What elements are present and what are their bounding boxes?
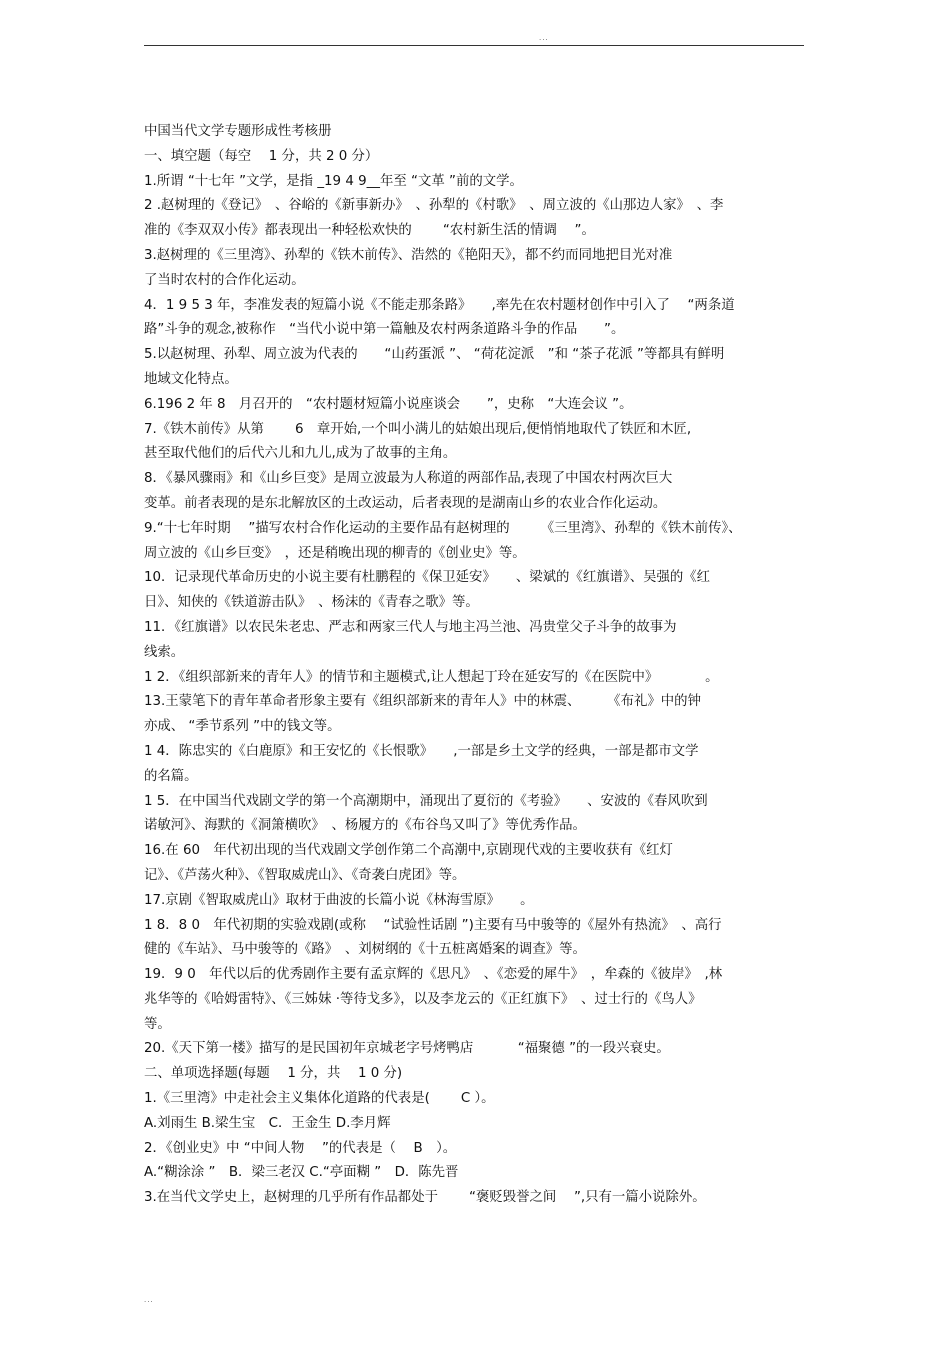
- text-line: 1 5．在中国当代戏剧文学的第一个高潮期中，涌现出了夏衍的《考验》 、安波的《春风吹到: [144, 793, 708, 809]
- text-line: 20.《天下第一楼》描写的是民国初年京城老字号烤鸭店 “福聚德 ”的一段兴衰史。: [144, 1041, 670, 1057]
- text-line: 变革。前者表现的是东北解放区的土改运动，后者表现的是湖南山乡的农业合作化运动。: [144, 495, 667, 511]
- section-heading-fill-blank: 一、填空题（每空 1 分，共 2 0 分）: [144, 148, 379, 164]
- answer-options: A.“糊涂涂 ” B．梁三老汉 C.“亭面糊 ” D．陈先晋: [144, 1165, 459, 1181]
- text-line: 4．1 9 5 3 年，李准发表的短篇小说《不能走那条路》 ,率先在农村题材创作中引入了 “两条道: [144, 297, 735, 313]
- text-line: 的名篇。: [144, 768, 198, 784]
- text-line: 了当时农村的合作化运动。: [144, 272, 305, 288]
- text-line: 17.京剧《智取威虎山》取材于曲波的长篇小说《林海雪原》 。: [144, 892, 534, 908]
- text-line: 1 4．陈忠实的《白鹿原》和王安忆的《长恨歌》 ,一部是乡土文学的经典，一部是都市文学: [144, 743, 699, 759]
- section-heading-single-choice: 二、单项选择题(每题 1 分，共 1 0 分): [144, 1066, 403, 1082]
- text-line: 兆华等的《哈姆雷特》、《三姊妹 ·等待戈多》，以及李龙云的《正红旗下》 、过士行的《鸟人》: [144, 991, 702, 1007]
- answer-options: A.刘雨生 B.梁生宝 C．王金生 D.李月辉: [144, 1115, 391, 1131]
- text-line: 13.王蒙笔下的青年革命者形象主要有《组织部新来的青年人》中的林震、 《布礼》中的钟: [144, 694, 701, 710]
- text-line: 记》、《芦荡火种》、《智取威虎山》、《奇袭白虎团》等。: [144, 867, 466, 883]
- text-line: 5.以赵树理、孙犁、周立波为代表的 “山药蛋派 ”、 “荷花淀派 ”和 “茶子花派 ”等都具有鲜明: [144, 347, 725, 363]
- text-line: 1 8．8 0 年代初期的实验戏剧(或称 “试验性话剧 ”)主要有马中骏等的《屋外有热流》 、高行: [144, 917, 722, 933]
- text-line: 6.196 2 年 8 月召开的 “农村题材短篇小说座谈会 ”，史称 “大连会议 ”。: [144, 396, 633, 412]
- document-body: [144, 120, 824, 1211]
- text-line: 健的《车站》、马中骏等的《路》 、刘树纲的《十五桩离婚案的调查》等。: [144, 942, 586, 958]
- text-line: 7.《铁木前传》从第 6 章开始,一个叫小满儿的姑娘出现后,便悄悄地取代了铁匠和木匠,: [144, 421, 692, 437]
- text-line: 1.《三里湾》中走社会主义集体化道路的代表是( C ）。: [144, 1091, 495, 1107]
- text-line: 准的《李双双小传》都表现出一种轻松欢快的 “农村新生活的情调 ”。: [144, 223, 595, 239]
- text-line: 周立波的《山乡巨变》 ，还是稍晚出现的柳青的《创业史》等。: [144, 545, 526, 561]
- text-line: 等。: [144, 1016, 171, 1032]
- text-line: 10．记录现代革命历史的小说主要有杜鹏程的《保卫延安》 、梁斌的《红旗谱》、吴强的《红: [144, 570, 711, 586]
- text-line: 1.所谓 “十七年 ”文学，是指 _19 4 9__年至 “文革 ”前的文学。: [144, 173, 523, 189]
- text-line: 亦成、 “季节系列 ”中的钱文等。: [144, 719, 341, 735]
- footer-mark: ...: [144, 1296, 154, 1304]
- text-line: 诺敏河》、海默的《洞箫横吹》 、杨履方的《布谷鸟又叫了》等优秀作品。: [144, 818, 586, 834]
- text-line: 日》、知侠的《铁道游击队》 、杨沫的《青春之歌》等。: [144, 595, 479, 611]
- header-rule: [144, 45, 804, 46]
- text-line: 路”斗争的观念,被称作 “当代小说中第一篇触及农村两条道路斗争的作品 ”。: [144, 322, 625, 338]
- text-line: 16.在 60 年代初出现的当代戏剧文学创作第二个高潮中,京剧现代戏的主要收获有《红灯: [144, 843, 673, 859]
- header-mark: ...: [539, 34, 549, 42]
- text-line: 9.“十七年时期 ”描写农村合作化运动的主要作品有赵树理的 《三里湾》、孙犁的《铁木前传》、: [144, 520, 742, 536]
- text-line: 11．《红旗谱》以农民朱老忠、严志和两家三代人与地主冯兰池、冯贵堂父子斗争的故事为: [144, 619, 677, 635]
- text-line: 8．《暴风骤雨》和《山乡巨变》是周立波最为人称道的两部作品,表现了中国农村两次巨大: [144, 471, 673, 487]
- text-line: 2．《创业史》中 “中间人物 ”的代表是（ B ）。: [144, 1140, 457, 1156]
- text-line: 1 2．《组织部新来的青年人》的情节和主题模式,让人想起丁玲在延安写的《在医院中》 。: [144, 669, 719, 685]
- document-title: 中国当代文学专题形成性考核册: [144, 124, 332, 139]
- text-line: 地域文化特点。: [144, 371, 238, 387]
- text-line: 19．9 0 年代以后的优秀剧作主要有孟京辉的《思凡》 、《恋爱的犀牛》 ，牟森的《彼岸》 ,林: [144, 967, 723, 983]
- text-line: 2 .赵树理的《登记》 、谷峪的《新事新办》 、孙犁的《村歌》 、周立波的《山那边人家》 、李: [144, 198, 724, 214]
- text-line: 线索。: [144, 644, 185, 660]
- text-line: 3.在当代文学史上，赵树理的几乎所有作品都处于 “褒贬毁誉之间 ”,只有一篇小说除外。: [144, 1190, 706, 1206]
- text-line: 3.赵树理的《三里湾》、孙犁的《铁木前传》、浩然的《艳阳天》，都不约而同地把目光对准: [144, 247, 673, 263]
- text-line: 甚至取代他们的后代六儿和九儿,成为了故事的主角。: [144, 446, 457, 462]
